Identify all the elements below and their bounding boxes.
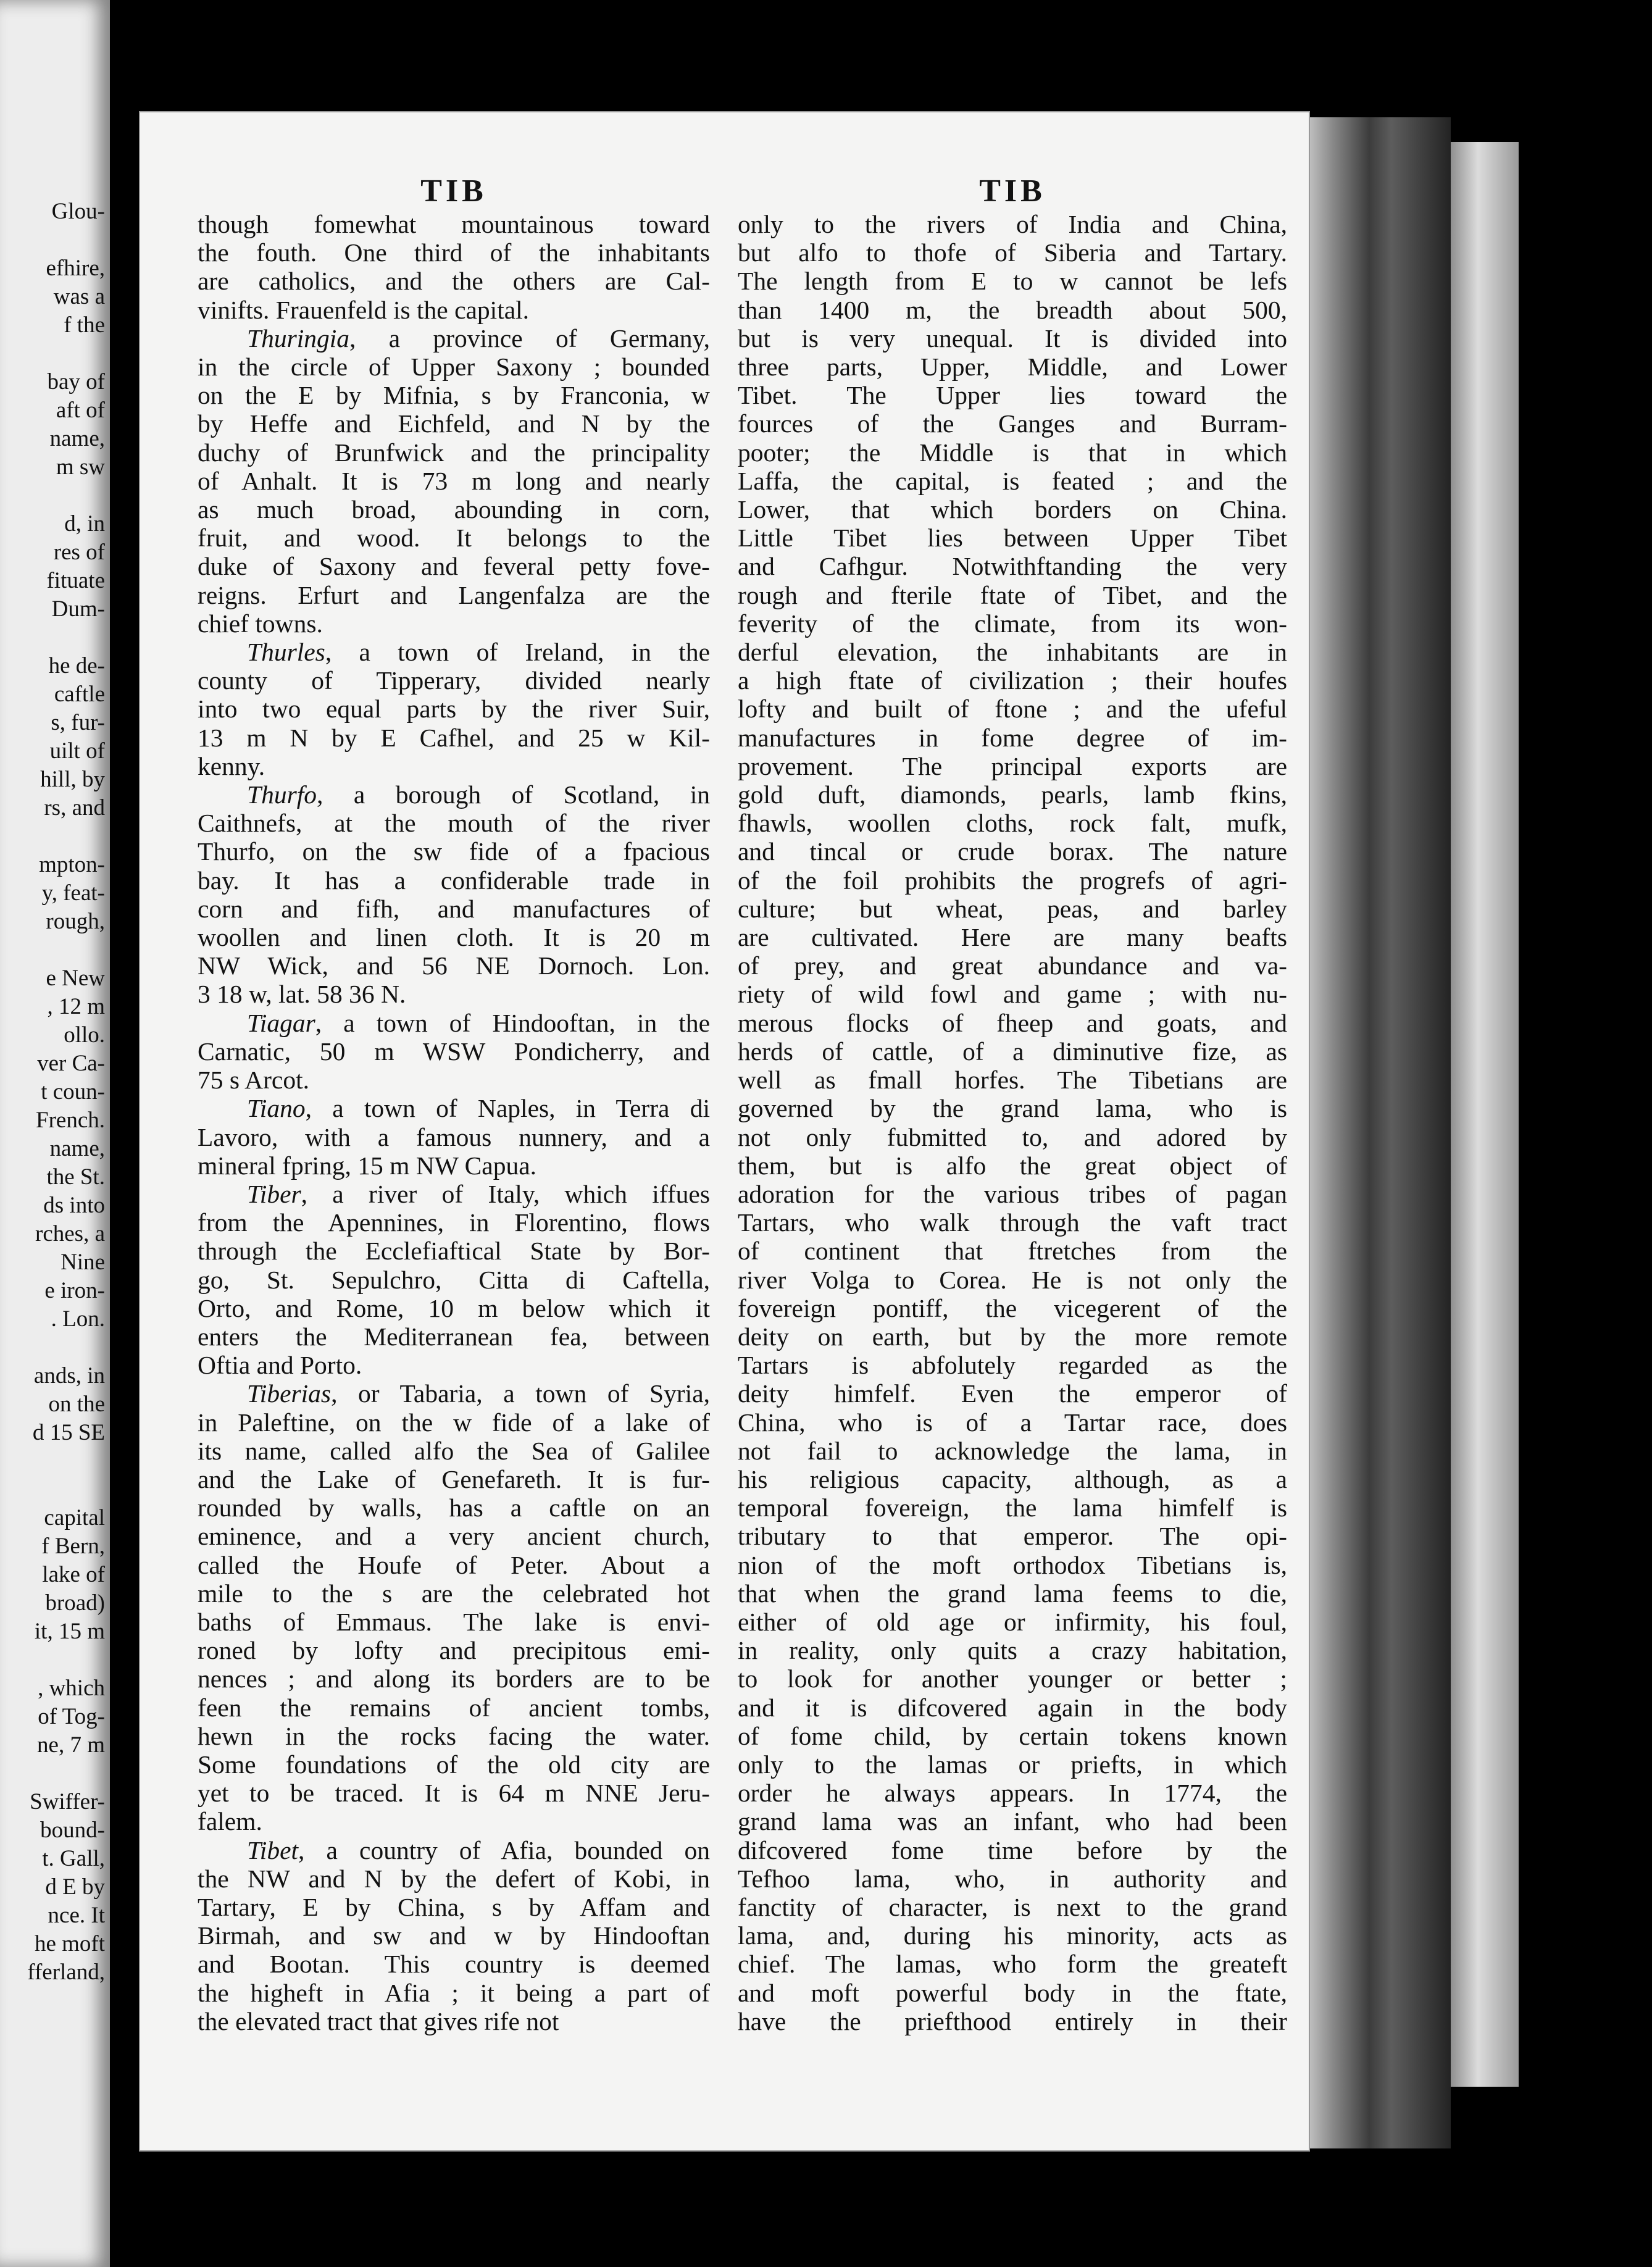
- facing-page-fragment: rough,: [46, 909, 105, 934]
- text-line: eminence, and a very ancient church,: [198, 1522, 710, 1551]
- text-line: a high ftate of civilization ; their houfes: [738, 666, 1287, 695]
- text-line: of fome child, by certain tokens known: [738, 1721, 1287, 1750]
- text-line: by Heffe and Eichfeld, and N by the: [198, 409, 710, 438]
- text-line: and Bootan. This country is deemed: [198, 1950, 710, 1979]
- text-line: but is very unequal. It is divided into: [738, 324, 1287, 353]
- text-line: NW Wick, and 56 NE Dornoch. Lon.: [198, 951, 710, 980]
- text-line: merous flocks of fheep and goats, and: [738, 1008, 1287, 1037]
- text-line: Caithnefs, at the mouth of the river: [198, 809, 710, 838]
- text-line: his religious capacity, although, as a: [738, 1464, 1287, 1493]
- text-line: not fail to acknowledge the lama, in: [738, 1436, 1287, 1465]
- text-line: fources of the Ganges and Burram-: [738, 409, 1287, 438]
- facing-page-fragment: s, fur-: [51, 710, 105, 735]
- facing-page-fragment: bound-: [40, 1818, 105, 1843]
- text-line: in reality, only quits a crazy habitation,: [738, 1636, 1287, 1665]
- text-line: Orto, and Rome, 10 m below which it: [198, 1293, 710, 1322]
- right-column: [738, 173, 1287, 2035]
- facing-page-fragment: fituate: [46, 568, 105, 593]
- text-line: not only fubmitted to, and adored by: [738, 1122, 1287, 1151]
- text-line: but alfo to thofe of Siberia and Tartary.: [738, 238, 1287, 267]
- text-line: to look for another younger or better ;: [738, 1664, 1287, 1693]
- text-line: feverity of the climate, from its won-: [738, 609, 1287, 638]
- text-line: bay. It has a confiderable trade in: [198, 866, 710, 895]
- facing-page-fragment: hill, by: [40, 767, 105, 792]
- facing-page-fragment: lake of: [42, 1562, 105, 1587]
- facing-page-fragment: of Tog-: [38, 1704, 105, 1729]
- text-line: order he always appears. In 1774, the: [738, 1779, 1287, 1808]
- facing-page-fragment: Nine: [60, 1250, 105, 1275]
- text-line: rough and fterile ftate of Tibet, and the: [738, 580, 1287, 609]
- text-line: pooter; the Middle is that in which: [738, 438, 1287, 467]
- text-line: and Cafhgur. Notwithftanding the very: [738, 552, 1287, 581]
- facing-page-fragment: French.: [36, 1108, 105, 1133]
- text-line: manufactures in fome degree of im-: [738, 723, 1287, 752]
- text-line: duke of Saxony and feveral petty fove-: [198, 552, 710, 581]
- text-line: Lavoro, with a famous nunnery, and a: [198, 1122, 710, 1151]
- facing-page-fragment: y, feat-: [41, 880, 105, 906]
- text-line: kenny.: [198, 751, 265, 780]
- facing-page-fragment: f Bern,: [41, 1534, 105, 1559]
- page-fore-edge: [1303, 117, 1451, 2148]
- text-line: Tartary, E by China, s by Affam and: [198, 1892, 710, 1921]
- facing-page-fragment: Swiffer-: [30, 1789, 105, 1814]
- text-line: Thuringia, a province of Germany,: [247, 324, 710, 353]
- text-line: Some foundations of the old city are: [198, 1750, 710, 1779]
- facing-page: [0, 0, 110, 2267]
- facing-page-fragment: e New: [46, 966, 105, 991]
- facing-page-fragment: fferland,: [27, 1960, 105, 1985]
- text-line: yet to be traced. It is 64 m NNE Jeru-: [198, 1779, 710, 1808]
- text-line: mineral fpring, 15 m NW Capua.: [198, 1151, 536, 1180]
- facing-page-fragment: ands, in: [33, 1363, 105, 1388]
- facing-page-fragment: f the: [64, 312, 105, 338]
- text-line: Lower, that which borders on China.: [738, 495, 1287, 524]
- facing-page-fragment: rches, a: [35, 1221, 105, 1246]
- text-line: Carnatic, 50 m WSW Pondicherry, and: [198, 1037, 710, 1066]
- text-line: tributary to that emperor. The opi-: [738, 1522, 1287, 1551]
- text-line: are catholics, and the others are Cal-: [198, 267, 710, 296]
- facing-page-fragment: , which: [38, 1676, 105, 1701]
- text-line: Oftia and Porto.: [198, 1351, 362, 1380]
- text-line: rounded by walls, has a caftle on an: [198, 1493, 710, 1522]
- text-line: nences ; and along its borders are to be: [198, 1664, 710, 1693]
- text-line: though fomewhat mountainous toward: [198, 210, 710, 238]
- text-line: fhawls, woollen cloths, rock falt, mufk,: [738, 809, 1287, 838]
- text-line: that when the grand lama feems to die,: [738, 1579, 1287, 1608]
- text-line: 13 m N by E Cafhel, and 25 w Kil-: [198, 723, 710, 752]
- text-line: and the Lake of Genefareth. It is fur-: [198, 1464, 710, 1493]
- text-line: fruit, and wood. It belongs to the: [198, 524, 710, 553]
- facing-page-fragment: caftle: [54, 682, 105, 707]
- text-line: temporal fovereign, the lama himfelf is: [738, 1493, 1287, 1522]
- text-line: 75 s Arcot.: [198, 1066, 309, 1095]
- text-line: duchy of Brunfwick and the principality: [198, 438, 710, 467]
- facing-page-fragment: d 15 SE: [32, 1420, 105, 1445]
- text-line: governed by the grand lama, who is: [738, 1094, 1287, 1123]
- text-line: nion of the moft orthodox Tibetians is,: [738, 1550, 1287, 1579]
- text-line: the fouth. One third of the inhabitants: [198, 238, 710, 267]
- facing-page-fragment: was a: [53, 284, 105, 309]
- text-line: China, who is of a Tartar race, does: [738, 1408, 1287, 1437]
- facing-page-fragment: t. Gall,: [42, 1846, 105, 1871]
- text-line: Tiano, a town of Naples, in Terra di: [247, 1094, 710, 1123]
- facing-page-fragment: mpton-: [39, 852, 105, 877]
- text-line: Tiberias, or Tabaria, a town of Syria,: [247, 1379, 710, 1408]
- text-line: go, St. Sepulchro, Citta di Caftella,: [198, 1265, 710, 1294]
- facing-page-fragments: [0, 198, 110, 1985]
- text-line: The length from E to w cannot be lefs: [738, 267, 1287, 296]
- facing-page-fragment: he de-: [48, 653, 105, 678]
- text-line: Tiagar, a town of Hindooftan, in the: [247, 1008, 710, 1037]
- text-line: Tibet. The Upper lies toward the: [738, 381, 1287, 410]
- text-line: through the Ecclefiaftical State by Bor-: [198, 1237, 710, 1266]
- text-line: river Volga to Corea. He is not only the: [738, 1265, 1287, 1294]
- text-line: three parts, Upper, Middle, and Lower: [738, 353, 1287, 382]
- text-line: have the priefthood entirely in their: [738, 2006, 1287, 2035]
- text-line: from the Apennines, in Florentino, flows: [198, 1208, 710, 1237]
- text-line: lofty and built of ftone ; and the ufeful: [738, 695, 1287, 724]
- text-line: only to the lamas or priefts, in which: [738, 1750, 1287, 1779]
- text-line: of the foil prohibits the progrefs of agri-: [738, 866, 1287, 895]
- facing-page-fragment: d, in: [64, 511, 105, 536]
- facing-page-fragment: rs, and: [44, 795, 105, 820]
- text-line: the NW and N by the defert of Kobi, in: [198, 1864, 710, 1893]
- text-line: culture; but wheat, peas, and barley: [738, 894, 1287, 923]
- text-line: of Anhalt. It is 73 m long and nearly: [198, 466, 710, 495]
- text-line: Thurfo, a borough of Scotland, in: [247, 780, 710, 809]
- text-line: in the circle of Upper Saxony ; bounded: [198, 353, 710, 382]
- text-line: baths of Emmaus. The lake is envi-: [198, 1607, 710, 1636]
- facing-page-fragment: t coun-: [41, 1079, 105, 1104]
- text-line: the elevated tract that gives rife not: [198, 2006, 559, 2035]
- text-line: the higheft in Afia ; it being a part of: [198, 1978, 710, 2007]
- facing-page-fragment: name,: [49, 1136, 105, 1161]
- text-line: Little Tibet lies between Upper Tibet: [738, 524, 1287, 553]
- facing-page-fragment: the St.: [46, 1164, 105, 1190]
- text-line: vinifts. Frauenfeld is the capital.: [198, 295, 530, 324]
- text-line: its name, called alfo the Sea of Galilee: [198, 1436, 710, 1465]
- text-line: derful elevation, the inhabitants are in: [738, 638, 1287, 667]
- facing-page-fragment: efhire,: [46, 256, 105, 281]
- text-line: grand lama was an infant, who had been: [738, 1807, 1287, 1836]
- text-line: reigns. Erfurt and Langenfalza are the: [198, 580, 710, 609]
- text-line: of prey, and great abundance and va-: [738, 951, 1287, 980]
- facing-page-fragment: Glou-: [51, 199, 105, 224]
- text-line: Laffa, the capital, is feated ; and the: [738, 466, 1287, 495]
- text-line: falem.: [198, 1807, 262, 1836]
- facing-page-fragment: res of: [53, 540, 105, 565]
- text-line: chief. The lamas, who form the greateft: [738, 1950, 1287, 1979]
- facing-page-fragment: . Lon.: [51, 1306, 105, 1332]
- text-line: deity on earth, but by the more remote: [738, 1322, 1287, 1351]
- facing-page-fragment: nce. It: [48, 1903, 105, 1928]
- text-line: feen the remains of ancient tombs,: [198, 1693, 710, 1722]
- text-line: 3 18 w, lat. 58 36 N.: [198, 980, 406, 1009]
- text-line: and tincal or crude borax. The nature: [738, 837, 1287, 866]
- text-line: fanctity of character, is next to the grand: [738, 1892, 1287, 1921]
- text-line: difcovered fome time before by the: [738, 1835, 1287, 1864]
- facing-page-fragment: on the: [48, 1392, 105, 1417]
- text-line: riety of wild fowl and game ; with nu-: [738, 980, 1287, 1009]
- text-line: called the Houfe of Peter. About a: [198, 1550, 710, 1579]
- text-line: them, but is alfo the great object of: [738, 1151, 1287, 1180]
- right-column-text: [738, 210, 1287, 2035]
- text-line: county of Tipperary, divided nearly: [198, 666, 710, 695]
- text-line: chief towns.: [198, 609, 323, 638]
- left-column-text: [198, 210, 710, 2035]
- text-line: are cultivated. Here are many beafts: [738, 923, 1287, 952]
- facing-page-fragment: Dum-: [51, 596, 105, 622]
- facing-page-fragment: ollo.: [64, 1022, 105, 1048]
- facing-page-fragment: uilt of: [49, 738, 105, 764]
- facing-page-fragment: e iron-: [44, 1278, 105, 1303]
- text-line: Tartars is abfolutely regarded as the: [738, 1351, 1287, 1380]
- facing-page-fragment: it, 15 m: [34, 1619, 105, 1644]
- text-line: as much broad, abounding in corn,: [198, 495, 710, 524]
- facing-page-fragment: name,: [49, 426, 105, 451]
- text-line: Tiber, a river of Italy, which iffues: [247, 1179, 710, 1208]
- text-line: Thurfo, on the sw fide of a fpacious: [198, 837, 710, 866]
- text-line: in Paleftine, on the w fide of a lake of: [198, 1408, 710, 1437]
- text-line: adoration for the various tribes of pagan: [738, 1179, 1287, 1208]
- text-line: woollen and linen cloth. It is 20 m: [198, 923, 710, 952]
- facing-page-fragment: broad): [45, 1590, 105, 1616]
- text-line: either of old age or infirmity, his foul,: [738, 1607, 1287, 1636]
- text-line: deity himfelf. Even the emperor of: [738, 1379, 1287, 1408]
- text-line: on the E by Mifnia, s by Franconia, w: [198, 381, 710, 410]
- text-line: and moft powerful body in the ftate,: [738, 1978, 1287, 2007]
- facing-page-fragment: aft of: [56, 398, 105, 423]
- text-line: than 1400 m, the breadth about 500,: [738, 295, 1287, 324]
- running-head-left: TIB: [420, 173, 487, 209]
- facing-page-fragment: d E by: [45, 1874, 105, 1900]
- text-line: Thurles, a town of Ireland, in the: [247, 638, 710, 667]
- text-line: enters the Mediterranean fea, between: [198, 1322, 710, 1351]
- text-line: well as fmall horfes. The Tibetians are: [738, 1066, 1287, 1095]
- running-head-right: TIB: [979, 173, 1046, 209]
- text-line: hewn in the rocks facing the water.: [198, 1721, 710, 1750]
- text-line: Tartars, who walk through the vaft tract: [738, 1208, 1287, 1237]
- text-line: Tefhoo lama, who, in authority and: [738, 1864, 1287, 1893]
- text-line: corn and fifh, and manufactures of: [198, 894, 710, 923]
- text-line: and it is difcovered again in the body: [738, 1693, 1287, 1722]
- facing-page-fragment: , 12 m: [47, 994, 105, 1019]
- text-line: roned by lofty and precipitous emi-: [198, 1636, 710, 1665]
- text-line: lama, and, during his minority, acts as: [738, 1921, 1287, 1950]
- text-line: provement. The principal exports are: [738, 751, 1287, 780]
- page-fore-edge-outer: [1451, 142, 1519, 2087]
- left-column: [198, 173, 710, 2035]
- facing-page-fragment: ds into: [43, 1193, 105, 1218]
- facing-page-fragment: ver Ca-: [37, 1051, 105, 1076]
- text-line: only to the rivers of India and China,: [738, 210, 1287, 238]
- text-line: herds of cattle, of a diminutive fize, as: [738, 1037, 1287, 1066]
- text-line: fovereign pontiff, the vicegerent of the: [738, 1293, 1287, 1322]
- facing-page-fragment: ne, 7 m: [37, 1732, 105, 1758]
- facing-page-fragment: he moft: [34, 1931, 105, 1956]
- text-line: mile to the s are the celebrated hot: [198, 1579, 710, 1608]
- text-line: Tibet, a country of Afia, bounded on: [247, 1835, 710, 1864]
- facing-page-fragment: m sw: [56, 454, 105, 480]
- text-line: of continent that ftretches from the: [738, 1237, 1287, 1266]
- facing-page-fragment: bay of: [47, 369, 105, 395]
- text-line: into two equal parts by the river Suir,: [198, 695, 710, 724]
- text-line: gold duft, diamonds, pearls, lamb fkins,: [738, 780, 1287, 809]
- facing-page-fragment: capital: [44, 1505, 105, 1530]
- text-line: Birmah, and sw and w by Hindooftan: [198, 1921, 710, 1950]
